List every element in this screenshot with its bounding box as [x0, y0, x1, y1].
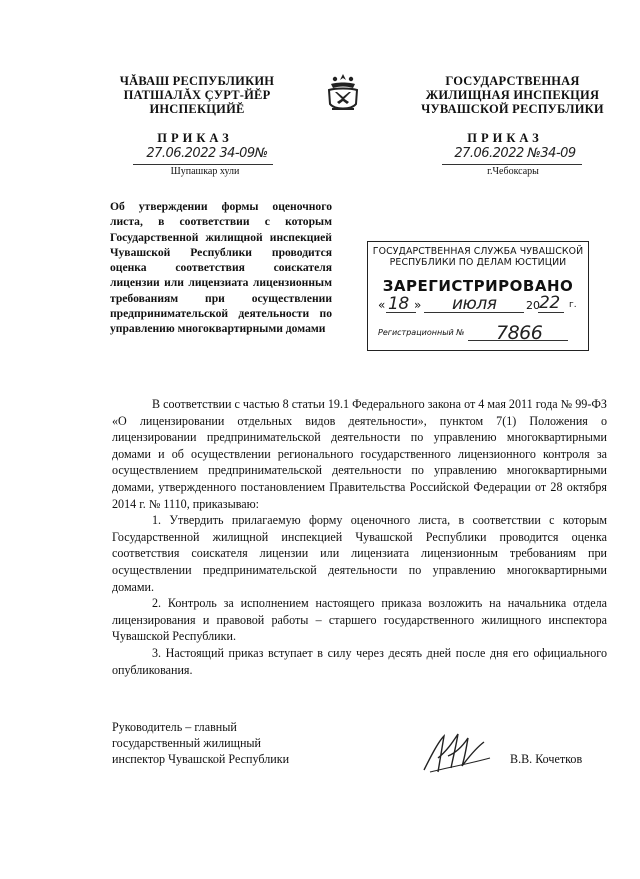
stamp-close-quote: » — [414, 298, 422, 312]
date-underline-right — [442, 164, 582, 165]
header-right-line-1: ГОСУДАРСТВЕННАЯ — [445, 74, 580, 88]
stamp-year-unit: г. — [569, 300, 577, 310]
header-left-line-1: ЧĂВАШ РЕСПУБЛИКИН — [119, 74, 275, 88]
item-3-paragraph: 3. Настоящий приказ вступает в силу через десять дней после дня его официального опубликования. — [112, 645, 607, 677]
stamp-line-2: РЕСПУБЛИКИ ПО ДЕЛАМ ЮСТИЦИИ — [389, 257, 567, 268]
stamp-line-1: ГОСУДАРСТВЕННАЯ СЛУЖБА ЧУВАШСКОЙ — [372, 246, 584, 257]
header-right-line-2: ЖИЛИЩНАЯ ИНСПЕКЦИЯ — [425, 88, 600, 102]
registration-stamp — [367, 241, 589, 351]
position-line-2: государственный жилищный — [112, 736, 262, 750]
stamp-year-prefix: 20 — [526, 299, 540, 312]
header-right-line-3: ЧУВАШСКОЙ РЕСПУБЛИКИ — [421, 102, 604, 116]
place-right: г.Чебоксары — [487, 166, 539, 177]
position-line-3: инспектор Чувашской Республики — [112, 752, 290, 766]
order-word-left: ПРИКАЗ — [157, 131, 233, 145]
stamp-reg-label: Регистрационный № — [378, 328, 465, 337]
order-date-number-right: 27.06.2022 №34-09 — [454, 146, 576, 161]
stamp-registered: ЗАРЕГИСТРИРОВАНО — [382, 277, 574, 295]
stamp-open-quote: « — [378, 298, 386, 312]
item-2-paragraph: 2. Контроль за исполнением настоящего приказа возложить на начальника отдела лицензирования и правовой работы – старшего государственного жилищного инспектора Чувашской Республики. — [112, 596, 607, 644]
stamp-date-row — [376, 293, 581, 316]
header-left-line-3: ИНСПЕКЦИЙĔ — [149, 102, 245, 116]
place-left: Шупашкар хули — [170, 166, 240, 177]
stamp-year-suffix: 22 — [539, 293, 560, 313]
item-1-paragraph: 1. Утвердить прилагаемую форму оценочного листа, в соответствии с которым Государственной жилищной инспекцией Чувашской Республики проводится оценка соответствия соискателя лицензии или лицензиата лицензионным требованиям при осуществлении предпринимательской деятельности по управлению многоквартирными домами. — [112, 513, 607, 594]
stamp-month: июля — [452, 294, 497, 314]
stamp-reg-number: 7866 — [496, 322, 543, 344]
header-left — [112, 74, 282, 116]
signatory-position — [112, 719, 352, 767]
header-right — [405, 74, 620, 116]
chuvash-emblem-icon — [323, 70, 363, 114]
order-body — [112, 396, 607, 678]
stamp-reg-row — [376, 322, 581, 342]
handwritten-signature — [418, 728, 498, 776]
date-underline-left — [133, 164, 273, 165]
order-word-right: ПРИКАЗ — [467, 131, 543, 145]
position-line-1: Руководитель – главный — [112, 720, 237, 734]
preamble-paragraph: В соответствии с частью 8 статьи 19.1 Федерального закона от 4 мая 2011 года № 99-ФЗ «О лицензировании отдельных видов деятельности», пунктом 7(1) Положения о лицензировании предпринимательской деятельности по управлению многоквартирными домами и об осуществлении регионального государственного лицензионного контроля за осуществлением предпринимательской деятельности по управлению многоквартирными домами, утвержденного постановлением Правительства Российской Федерации от 28 октября 2014 г. № 1110, приказываю: — [112, 397, 607, 511]
header-left-line-2: ПАТШАЛĂХ ÇУРТ-ЙĔР — [123, 88, 271, 102]
stamp-day: 18 — [388, 294, 409, 314]
order-date-number-left: 27.06.2022 34-09№ — [146, 146, 268, 161]
document-title: Об утверждении формы оценочного листа, в соответствии с которым Государственной жилищной инспекцией Чувашской Республики проводится оценка соответствия соискателя лицензии или лицензиата лицензионным требованиям при осуществлении предпринимательской деятельности по управлению многоквартирными домами — [110, 200, 332, 336]
signatory-name: В.В. Кочетков — [510, 752, 583, 766]
